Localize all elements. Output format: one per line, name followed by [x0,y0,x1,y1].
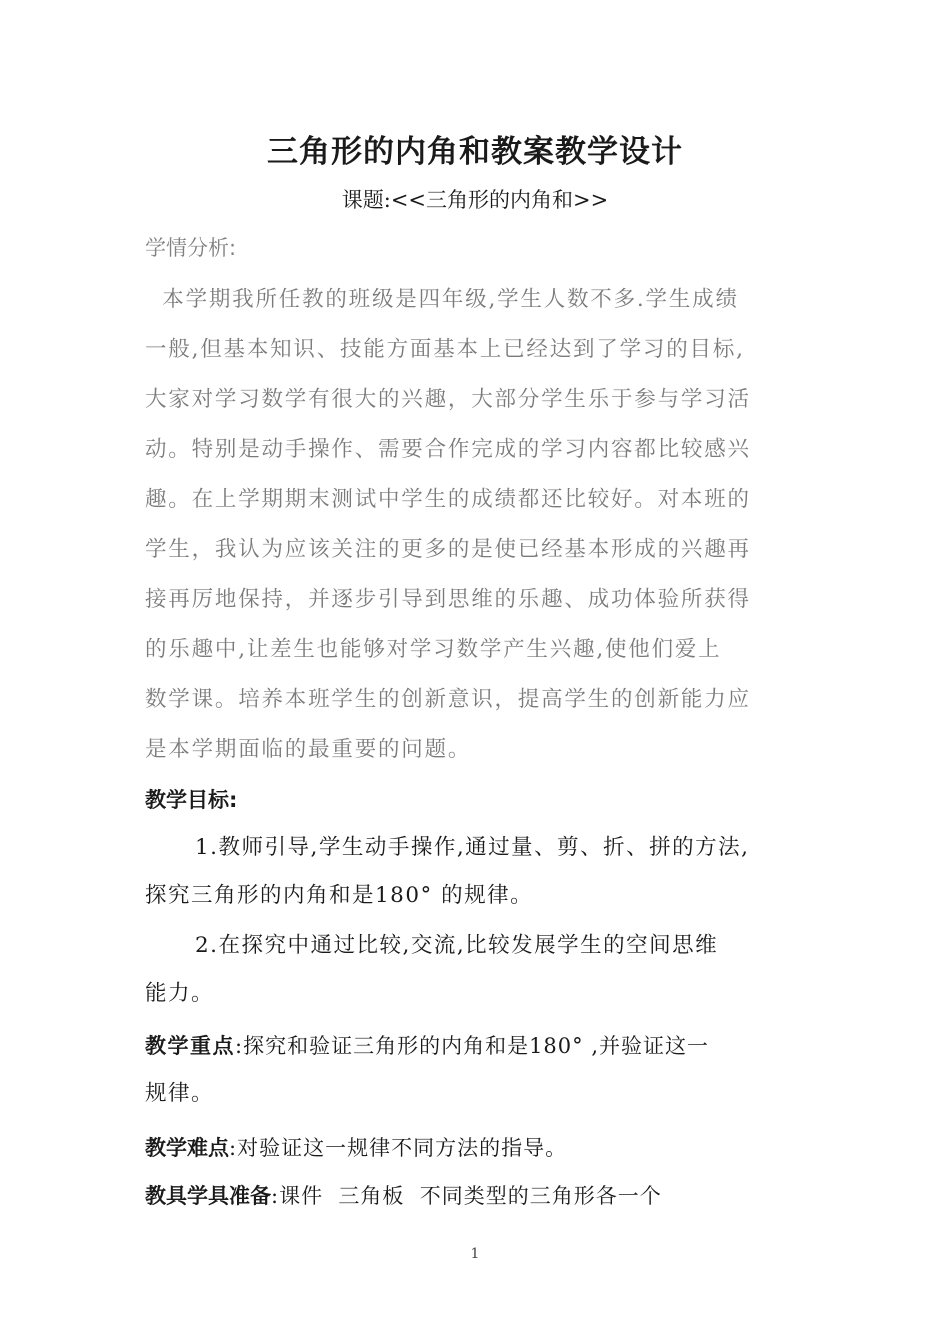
objective-line: 探究三角形的内角和是180° 的规律。 [145,883,534,908]
materials-section [145,1180,810,1210]
difficulty-text: :对验证这一规律不同方法的指导。 [229,1136,568,1160]
key-point-text-cont: 规律。 [145,1081,215,1106]
materials-label: 教具学具准备 [145,1184,271,1208]
objective-line: 2.在探究中通过比较,交流,比较发展学生的空间思维 [195,933,719,958]
materials-text: :课件 三角板 不同类型的三角形各一个 [271,1184,662,1208]
key-point-label: 教学重点 [145,1034,235,1058]
analysis-line: 的乐趣中,让差生也能够对学习数学产生兴趣,使他们爱上 [145,637,722,662]
analysis-line: 大家对学习数学有很大的兴趣，大部分学生乐于参与学习活 [145,387,751,412]
key-point-section [145,1022,810,1118]
analysis-line: 学生，我认为应该关注的更多的是使已经基本形成的兴趣再 [145,537,751,562]
difficulty-section [145,1132,810,1162]
analysis-line: 一般,但基本知识、技能方面基本上已经达到了学习的目标, [145,337,745,362]
document-title: 三角形的内角和教案教学设计 [267,134,683,170]
key-point-text: :探究和验证三角形的内角和是180° ,并验证这一 [235,1034,710,1058]
analysis-line: 动。特别是动手操作、需要合作完成的学习内容都比较感兴 [145,437,751,462]
difficulty-label: 教学难点 [145,1136,229,1160]
page-number: 1 [470,1246,480,1262]
analysis-heading: 学情分析: [145,236,237,260]
objective-line: 1.教师引导,学生动手操作,通过量、剪、折、拼的方法, [195,835,750,860]
objectives-heading: 教学目标: [145,788,238,812]
lesson-subtitle: 课题:<<三角形的内角和>> [341,188,609,212]
objective-item-1 [145,824,810,920]
objective-line: 能力。 [145,981,215,1006]
analysis-section [145,232,810,262]
analysis-line: 接再厉地保持，并逐步引导到思维的乐趣、成功体验所获得 [145,587,751,612]
analysis-line: 趣。在上学期期末测试中学生的成绩都还比较好。对本班的 [145,487,751,512]
analysis-line: 是本学期面临的最重要的问题。 [145,737,472,762]
objectives-section [145,784,810,814]
analysis-line: 本学期我所任教的班级是四年级,学生人数不多.学生成绩 [145,287,739,312]
analysis-paragraph [145,275,810,775]
analysis-line: 数学课。培养本班学生的创新意识，提高学生的创新能力应 [145,687,751,712]
objective-item-2 [145,922,810,1018]
